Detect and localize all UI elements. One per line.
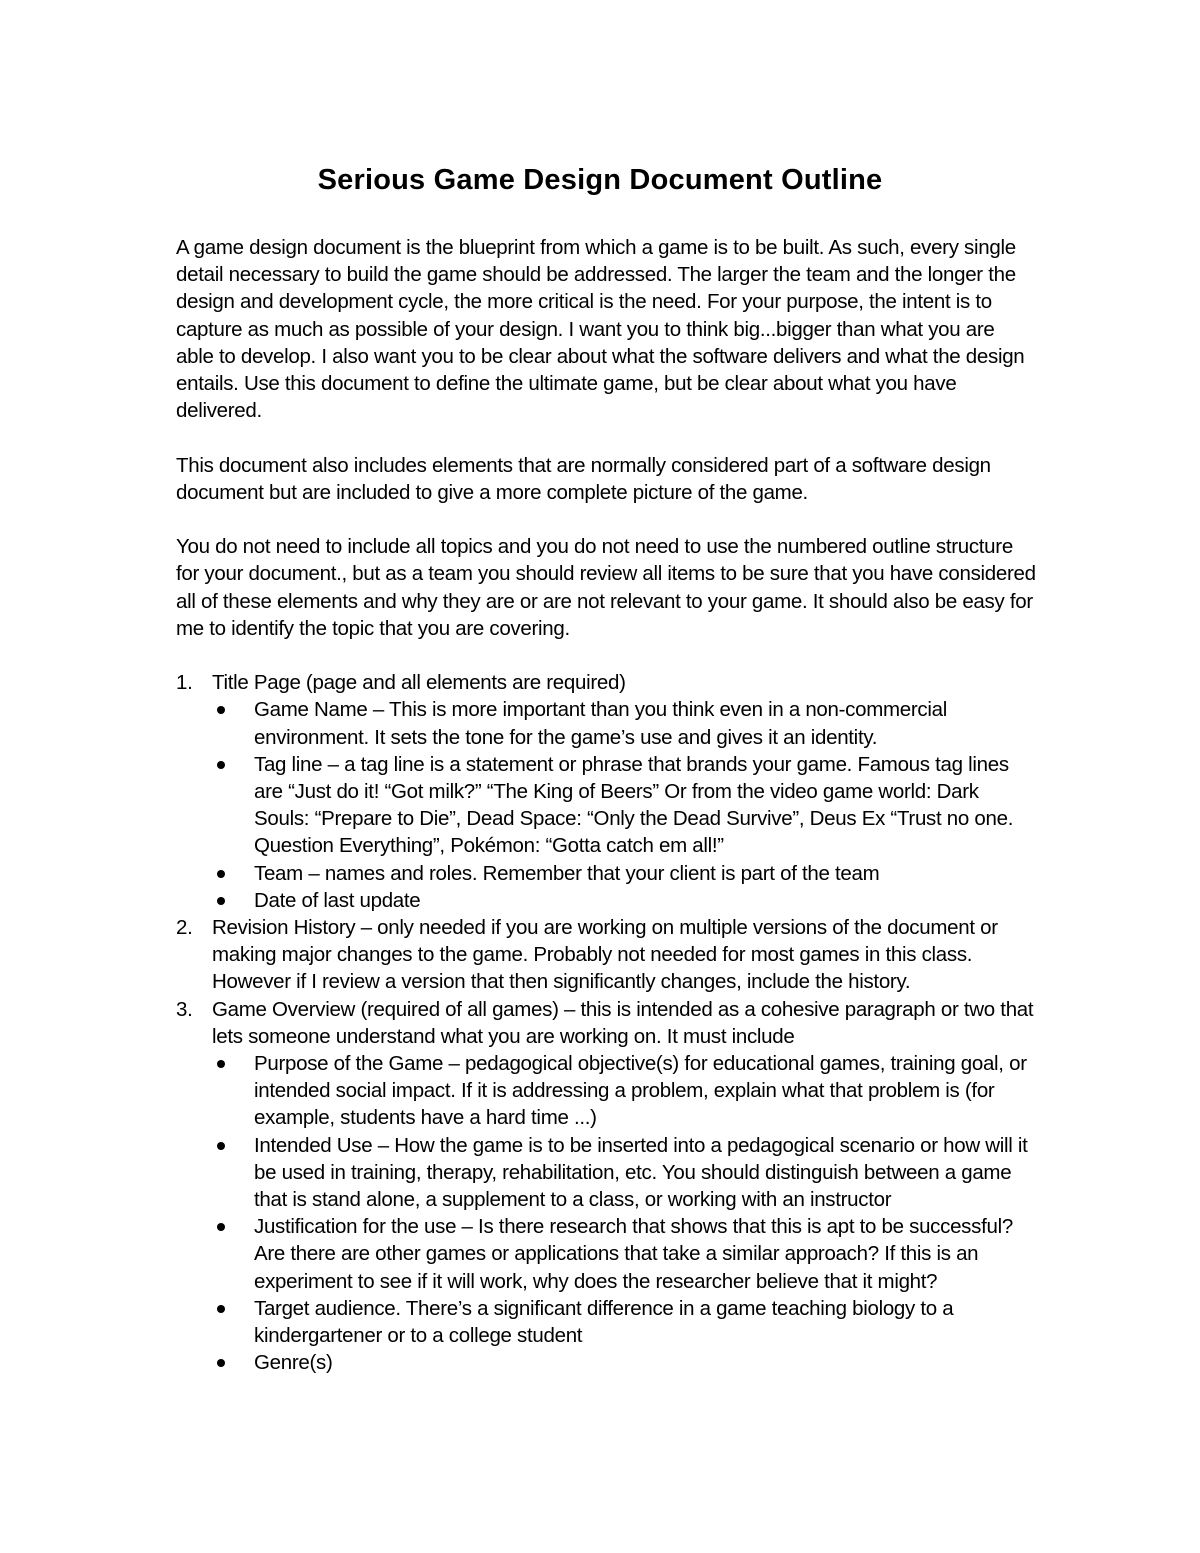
- outline-item-revision-history: [176, 914, 1036, 996]
- outline-number: 1.: [176, 671, 193, 695]
- bullet-item: Team – names and roles. Remember that your client is part of the team: [212, 860, 1036, 887]
- bullet-item: Game Name – This is more important than you think even in a non-commercial environment. It sets the tone for the game’s use and gives it an identity.: [212, 696, 1036, 750]
- bullet-item: Purpose of the Game – pedagogical objective(s) for educational games, training goal, or intended social impact. If it is addressing a problem, explain what that problem is (for example, students have a hard time ...): [212, 1050, 1036, 1132]
- outline-list: [176, 669, 1036, 1376]
- outline-number: 2.: [176, 916, 193, 940]
- outline-item-text: Revision History – only needed if you are working on multiple versions of the document or making major changes to the game. Probably not needed for most games in this class. However if I review a version that then significantly changes, include the history.: [212, 916, 998, 994]
- scope-paragraph: This document also includes elements that are normally considered part of a software design document but are included to give a more complete picture of the game.: [176, 453, 991, 504]
- intro-paragraph: A game design document is the blueprint from which a game is to be built. As such, every single detail necessary to build the game should be addressed. The larger the team and the longer the design and development cycle, the more critical is the need. For your purpose, the intent is to capture as much as possible of your design. I want you to think big...bigger than what you are able to develop. I also want you to be clear about what the software delivers and what the design entails. Use this document to define the ultimate game, but be clear about what you have delivered.: [176, 236, 1025, 423]
- outline-number: 3.: [176, 997, 193, 1021]
- bullet-item: Date of last update: [212, 887, 1036, 914]
- outline-item-title-page: [176, 669, 1036, 914]
- outline-item-text: Game Overview (required of all games) – this is intended as a cohesive paragraph or two that lets someone understand what you are working on. It must include: [212, 997, 1034, 1048]
- document-title: Serious Game Design Document Outline: [317, 164, 883, 196]
- instructions-paragraph: You do not need to include all topics and you do not need to use the numbered outline structure for your document., but as a team you should review all items to be sure that you have considered all of these elements and why they are or are not relevant to your game. It should also be easy for me to identify the topic that you are covering.: [176, 535, 1036, 640]
- bullet-item: Target audience. There’s a significant difference in a game teaching biology to a kindergartener or to a college student: [212, 1295, 1036, 1349]
- outline-item-text: Title Page (page and all elements are required): [212, 671, 626, 695]
- document-body: [176, 234, 1036, 1376]
- title-page-bullets: [212, 696, 1036, 914]
- bullet-item: Tag line – a tag line is a statement or phrase that brands your game. Famous tag lines are “Just do it! “Got milk?” “The King of Beers” Or from the video game world: Dark Souls: “Prepare to Die”, Dead Space: “Only the Dead Survive”, Deus Ex “Trust no one. Question Everything”, Pokémon: “Gotta catch em all!”: [212, 751, 1036, 860]
- bullet-item: Intended Use – How the game is to be inserted into a pedagogical scenario or how will it be used in training, therapy, rehabilitation, etc. You should distinguish between a game that is stand alone, a supplement to a class, or working with an instructor: [212, 1132, 1036, 1214]
- bullet-item: Justification for the use – Is there research that shows that this is apt to be successful? Are there are other games or applications that take a similar approach? If this is an experiment to see if it will work, why does the researcher believe that it might?: [212, 1213, 1036, 1295]
- outline-item-game-overview: [176, 996, 1036, 1377]
- bullet-item: Genre(s): [212, 1349, 1036, 1376]
- game-overview-bullets: [212, 1050, 1036, 1376]
